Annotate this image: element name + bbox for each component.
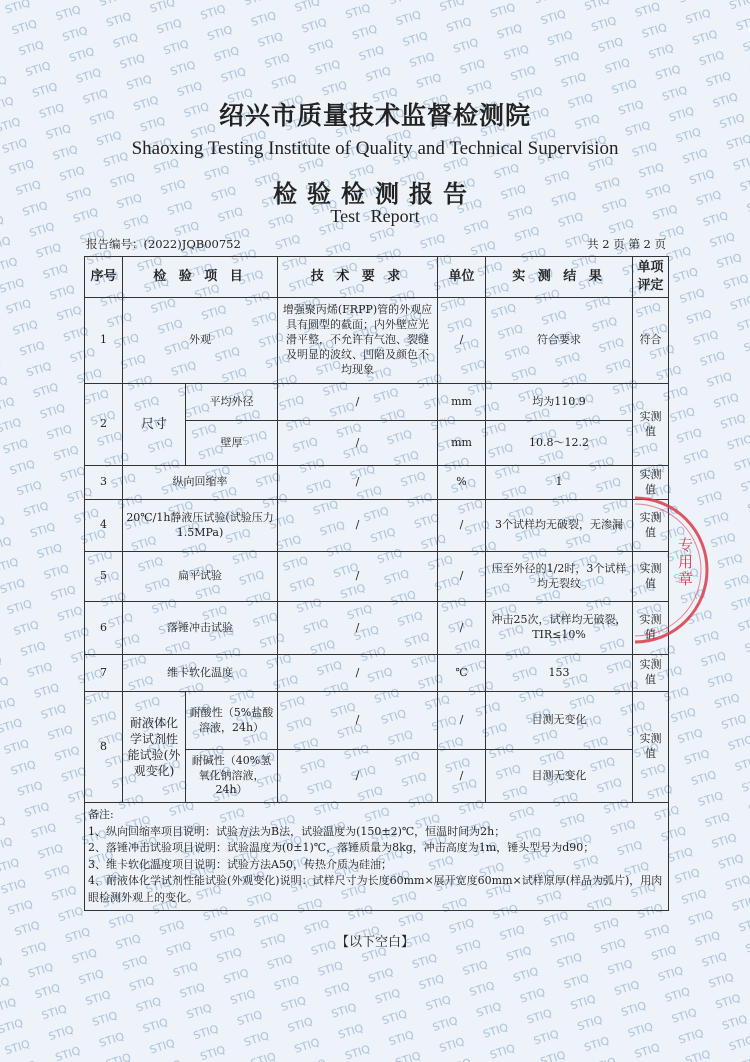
note-line: 2、落锤冲击试验项目说明：试验温度为(0±1)℃，落锤质量为8kg，冲击高度为1m，锤头型号为d90； [88, 841, 595, 854]
note-line: 4、耐液体化学试剂性能试验(外观变化)说明：试样尺寸为长度60mm×展开宽度60mm×试样原厚(样品为弧片)，用肉眼检测外观上的变化。 [88, 874, 663, 904]
cell-requirement: / [278, 500, 438, 552]
cell-item: 耐液体化学试剂性能试验(外观变化) [123, 692, 186, 803]
note-line: 3、维卡软化温度项目说明：试验方法A50，传热介质为硅油； [88, 857, 392, 871]
cell-unit: / [438, 602, 486, 655]
cell-requirement: / [278, 466, 438, 500]
cell-result: 冲击25次，试样均无破裂，TIR≤10% [486, 602, 633, 655]
cell-requirement: / [278, 421, 438, 466]
cell-requirement: / [278, 384, 438, 421]
cell-unit: / [438, 552, 486, 602]
cell-result: 10.8～12.2 [486, 421, 633, 466]
cell-item: 落锤冲击试验 [123, 602, 278, 655]
cell-result: 均为110.9 [486, 384, 633, 421]
header-unit: 单位 [438, 257, 486, 298]
cell-judgement: 实测值 [633, 466, 669, 500]
cell-item: 尺寸 [123, 384, 186, 466]
note-line: 1、纵向回缩率项目说明：试验方法为B法，试验温度为(150±2)℃，恒温时间为2h； [88, 824, 506, 838]
cell-subitem: 平均外径 [186, 384, 278, 421]
report-number: 报告编号：(2022)JQB00752 [86, 237, 241, 251]
cell-subitem: 耐酸性（5%盐酸溶液，24h） [186, 692, 278, 750]
cell-unit: / [438, 500, 486, 552]
cell-judgement: 实测值 [633, 552, 669, 602]
seal-text-char: 专 [678, 536, 694, 554]
cell-judgement: 实测值 [633, 500, 669, 552]
test-results-table [84, 256, 669, 911]
header-result: 实 测 结 果 [486, 257, 633, 298]
cell-subitem: 耐碱性（40%氢氧化钠溶液，24h） [186, 750, 278, 803]
cell-item: 纵向回缩率 [123, 466, 278, 500]
notes-row [85, 803, 669, 911]
cell-subitem: 壁厚 [186, 421, 278, 466]
table-header-row [85, 257, 669, 298]
report-title-cn: 检验检测报告 [273, 180, 477, 208]
org-name-en: Shaoxing Testing Institute of Quality and Technical Supervision [131, 138, 619, 159]
cell-item: 外观 [123, 298, 278, 384]
header-requirement: 技 术 要 求 [278, 257, 438, 298]
table-row [85, 655, 669, 692]
seal-text-char: 用 [678, 553, 694, 571]
header-seq: 序号 [85, 257, 123, 298]
cell-result: 1 [486, 466, 633, 500]
table-row [85, 384, 669, 421]
cell-result: 3个试样均无破裂，无渗漏 [486, 500, 633, 552]
cell-requirement: / [278, 750, 438, 803]
cell-requirement: / [278, 655, 438, 692]
notes-cell [85, 803, 669, 911]
cell-result: 目测无变化 [486, 750, 633, 803]
cell-seq: 5 [85, 552, 123, 602]
cell-item: 维卡软化温度 [123, 655, 278, 692]
cell-seq: 2 [85, 384, 123, 466]
cell-seq: 7 [85, 655, 123, 692]
cell-judgement: 实测值 [633, 602, 669, 655]
cell-result: 压至外径的1/2时，3个试样均无裂纹 [486, 552, 633, 602]
header-judgement: 单项评定 [633, 257, 669, 298]
cell-unit: ℃ [438, 655, 486, 692]
notes-title: 备注: [88, 808, 114, 821]
cell-requirement: / [278, 692, 438, 750]
cell-unit: / [438, 750, 486, 803]
cell-judgement: 实测值 [633, 655, 669, 692]
report-title-en: Test Report [330, 206, 420, 226]
cell-judgement: 实测值 [633, 692, 669, 803]
table-row [85, 466, 669, 500]
cell-unit: % [438, 466, 486, 500]
table-row [85, 602, 669, 655]
cell-result: 目测无变化 [486, 692, 633, 750]
seal-text-char: 章 [678, 570, 694, 588]
cell-unit: mm [438, 384, 486, 421]
cell-unit: / [438, 692, 486, 750]
cell-seq: 1 [85, 298, 123, 384]
blank-below-marker: 【以下空白】 [335, 935, 414, 950]
table-row [85, 500, 669, 552]
cell-requirement: 增强聚丙烯(FRPP)管的外观应具有圆型的截面；内外壁应光滑平整，不允许有气泡、裂缝及明显的波纹、凹陷及颜色不均现象 [278, 298, 438, 384]
table-row [85, 692, 669, 750]
table-row [85, 552, 669, 602]
header-item: 检 验 项 目 [123, 257, 278, 298]
cell-requirement: / [278, 552, 438, 602]
cell-result: 符合要求 [486, 298, 633, 384]
cell-unit: / [438, 298, 486, 384]
cell-judgement: 符合 [633, 298, 669, 384]
cell-seq: 3 [85, 466, 123, 500]
cell-seq: 8 [85, 692, 123, 803]
cell-seq: 4 [85, 500, 123, 552]
cell-item: 扁平试验 [123, 552, 278, 602]
table-row [85, 298, 669, 384]
cell-result: 153 [486, 655, 633, 692]
org-name-cn: 绍兴市质量技术监督检测院 [218, 101, 531, 130]
cell-unit: mm [438, 421, 486, 466]
cell-seq: 6 [85, 602, 123, 655]
cell-item: 20℃/1h静液压试验(试验压力1.5MPa) [123, 500, 278, 552]
page-info: 共 2 页 第 2 页 [587, 237, 666, 251]
cell-judgement: 实测值 [633, 384, 669, 466]
cell-requirement: / [278, 602, 438, 655]
